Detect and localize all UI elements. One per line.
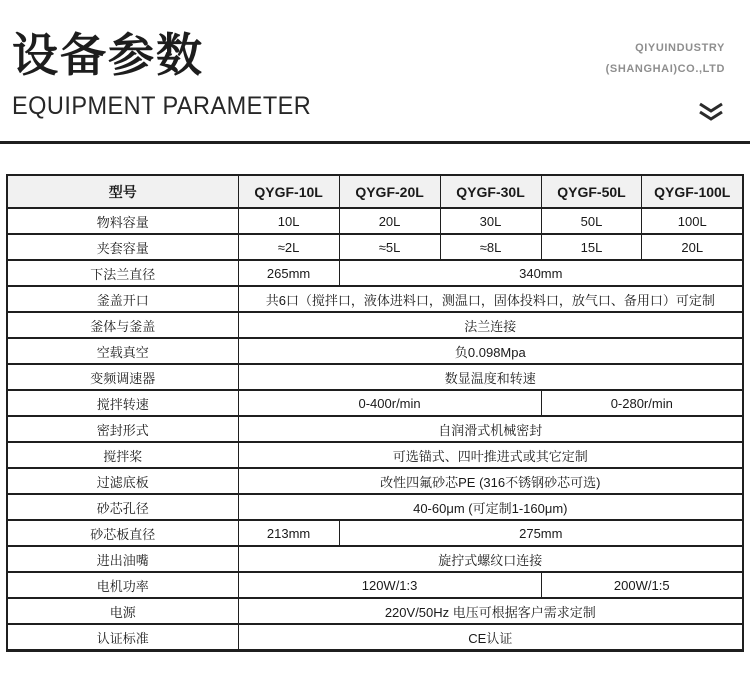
row-label: 电机功率	[7, 572, 238, 598]
table-cell: ≈2L	[238, 234, 339, 260]
table-cell: 15L	[541, 234, 642, 260]
table-cell: 数显温度和转速	[238, 364, 743, 390]
row-label: 认证标准	[7, 624, 238, 651]
row-label: 变频调速器	[7, 364, 238, 390]
table-header-row	[7, 175, 743, 208]
table-row	[7, 442, 743, 468]
company-name	[606, 38, 725, 80]
page-title: 设备参数	[12, 29, 204, 81]
table-cell: 340mm	[339, 260, 743, 286]
table-cell: 50L	[541, 208, 642, 234]
table-cell: ≈5L	[339, 234, 440, 260]
table-row	[7, 598, 743, 624]
table-row	[7, 234, 743, 260]
table-row	[7, 494, 743, 520]
table-cell: 20L	[642, 234, 743, 260]
row-label: 空载真空	[7, 338, 238, 364]
column-header: QYGF-20L	[339, 175, 440, 208]
row-label: 物料容量	[7, 208, 238, 234]
row-label: 下法兰直径	[7, 260, 238, 286]
table-row	[7, 208, 743, 234]
table-row	[7, 416, 743, 442]
company-name-line1: QIYUINDUSTRY	[635, 42, 725, 54]
table-cell: ≈8L	[440, 234, 541, 260]
equipment-parameter-table	[6, 174, 744, 652]
table-cell: 265mm	[238, 260, 339, 286]
table-cell: 改性四氟砂芯PE (316不锈钢砂芯可选)	[238, 468, 743, 494]
divider-line	[0, 141, 750, 144]
table-cell: CE认证	[238, 624, 743, 651]
table-cell: 可选锚式、四叶推进式或其它定制	[238, 442, 743, 468]
table-row	[7, 312, 743, 338]
page-header	[0, 0, 750, 144]
row-label: 砂芯板直径	[7, 520, 238, 546]
row-label: 搅拌转速	[7, 390, 238, 416]
table-container	[6, 174, 744, 652]
table-cell: 负0.098Mpa	[238, 338, 743, 364]
table-cell: 自润滑式机械密封	[238, 416, 743, 442]
table-row	[7, 364, 743, 390]
table-cell: 法兰连接	[238, 312, 743, 338]
table-row	[7, 468, 743, 494]
page-subtitle: EQUIPMENT PARAMETER	[12, 92, 312, 120]
row-label: 砂芯孔径	[7, 494, 238, 520]
table-cell: 100L	[642, 208, 743, 234]
table-cell: 213mm	[238, 520, 339, 546]
column-header: QYGF-100L	[642, 175, 743, 208]
row-label: 夹套容量	[7, 234, 238, 260]
double-chevron-down-icon[interactable]	[696, 102, 726, 124]
row-label: 釜体与釜盖	[7, 312, 238, 338]
table-row	[7, 624, 743, 651]
row-label: 搅拌桨	[7, 442, 238, 468]
table-row	[7, 390, 743, 416]
table-cell: 旋拧式螺纹口连接	[238, 546, 743, 572]
table-cell: 40-60μm (可定制1-160μm)	[238, 494, 743, 520]
column-header: QYGF-10L	[238, 175, 339, 208]
company-name-line2: (SHANGHAI)CO.,LTD	[605, 62, 725, 75]
table-cell: 30L	[440, 208, 541, 234]
table-cell: 0-280r/min	[541, 390, 743, 416]
table-cell: 共6口（搅拌口，液体进料口，测温口，固体投料口，放气口、备用口）可定制	[238, 286, 743, 312]
table-row	[7, 338, 743, 364]
table-row	[7, 286, 743, 312]
row-label: 釜盖开口	[7, 286, 238, 312]
table-cell: 220V/50Hz 电压可根据客户需求定制	[238, 598, 743, 624]
row-label: 过滤底板	[7, 468, 238, 494]
table-cell: 120W/1:3	[238, 572, 541, 598]
table-body	[7, 208, 743, 651]
row-label: 电源	[7, 598, 238, 624]
table-row	[7, 572, 743, 598]
column-header-model: 型号	[7, 175, 238, 208]
table-cell: 10L	[238, 208, 339, 234]
table-row	[7, 546, 743, 572]
row-label: 进出油嘴	[7, 546, 238, 572]
table-cell: 0-400r/min	[238, 390, 541, 416]
table-cell: 20L	[339, 208, 440, 234]
table-cell: 275mm	[339, 520, 743, 546]
column-header: QYGF-50L	[541, 175, 642, 208]
table-row	[7, 520, 743, 546]
table-row	[7, 260, 743, 286]
column-header: QYGF-30L	[440, 175, 541, 208]
table-cell: 200W/1:5	[541, 572, 743, 598]
row-label: 密封形式	[7, 416, 238, 442]
